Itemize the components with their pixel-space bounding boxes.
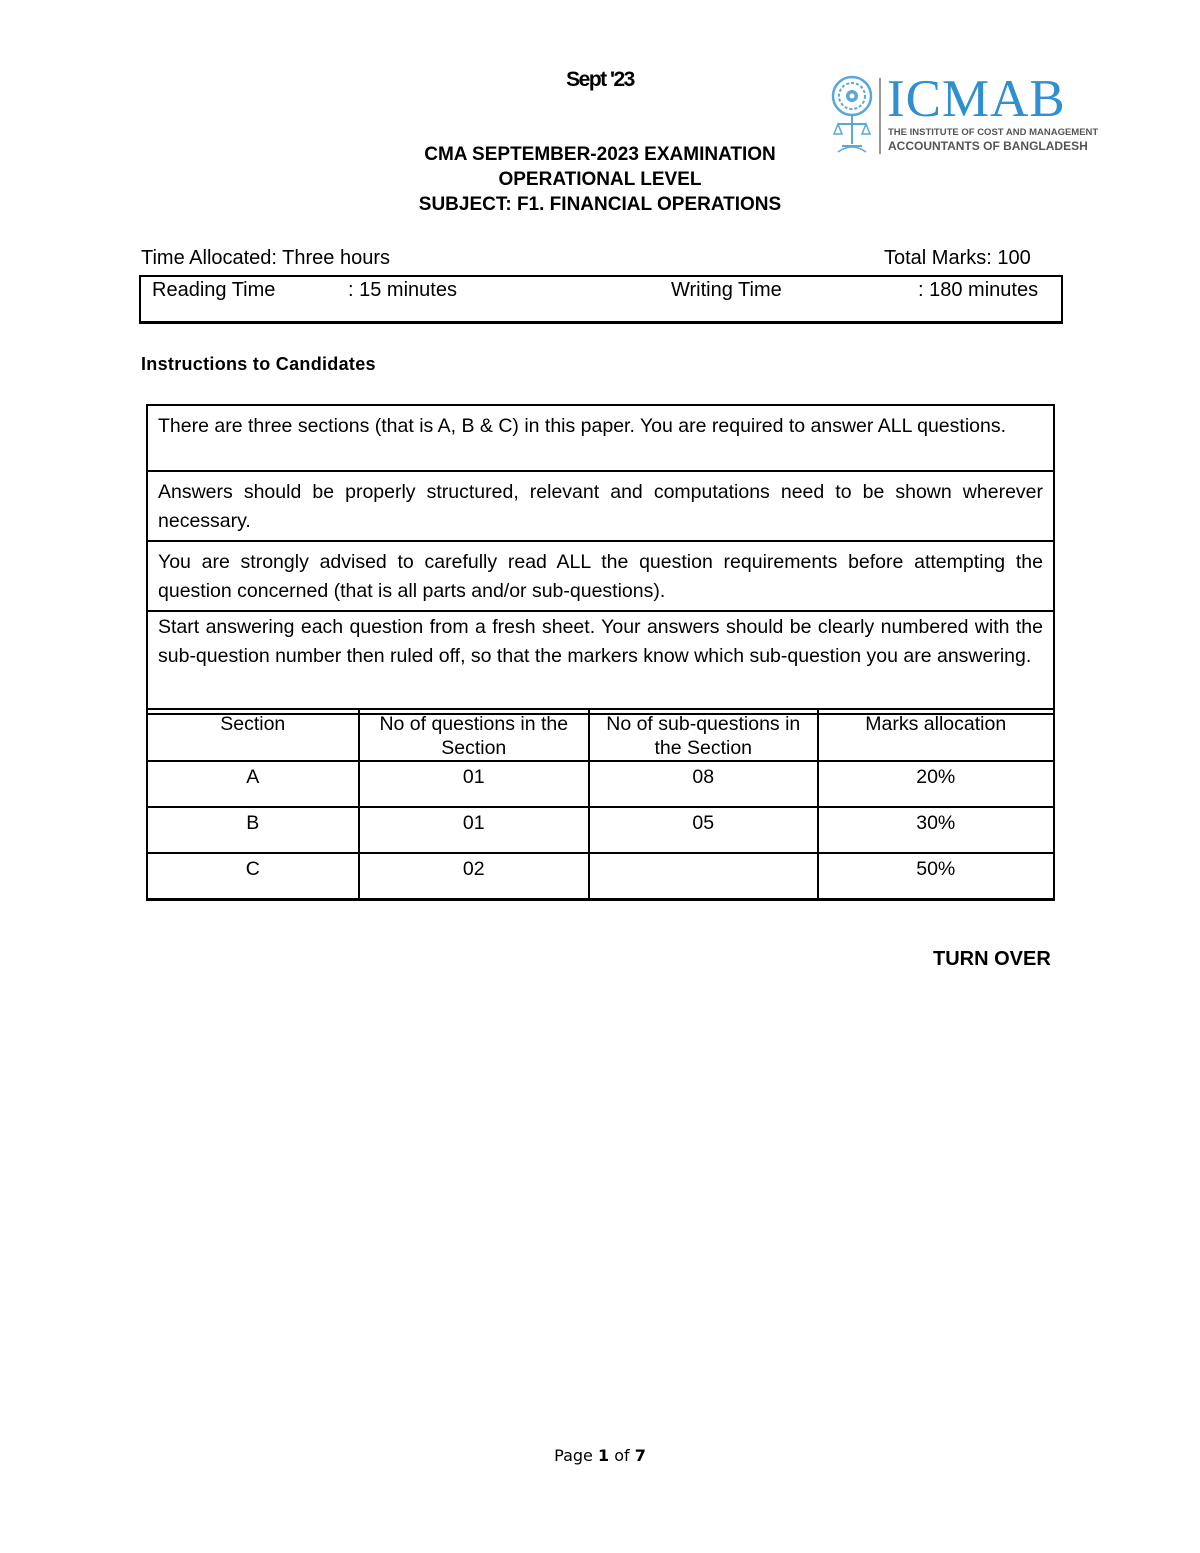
- session-label: Sept '23: [566, 68, 634, 91]
- instructions-table: [146, 404, 1055, 715]
- exam-title-line1: CMA SEPTEMBER-2023 EXAMINATION: [424, 144, 776, 165]
- instruction-item: You are strongly advised to carefully read ALL the question requirements before attempting the question concerned (that is all parts and/or sub-questions).: [147, 541, 1054, 611]
- footer-page-prefix: Page: [554, 1446, 598, 1465]
- cell-marks: 20%: [818, 761, 1055, 807]
- writing-time-label: Writing Time: [671, 279, 782, 301]
- cell-section: A: [147, 761, 359, 807]
- table-row: [147, 853, 1054, 900]
- table-row: [147, 807, 1054, 853]
- cell-section: B: [147, 807, 359, 853]
- exam-title-line3: SUBJECT: F1. FINANCIAL OPERATIONS: [418, 194, 782, 215]
- exam-title-line2: OPERATIONAL LEVEL: [498, 169, 702, 190]
- turn-over-label: TURN OVER: [933, 948, 1051, 970]
- logo-name: ICMAB: [887, 70, 1066, 128]
- instruction-item: Answers should be properly structured, relevant and computations need to be shown wherever necessary.: [147, 471, 1054, 541]
- cell-sub-questions: [589, 853, 818, 900]
- sections-table: [146, 708, 1055, 901]
- instruction-item: Start answering each question from a fresh sheet. Your answers should be clearly numbered with the sub-question number then ruled off, so that the markers know which sub-question you are answering.: [147, 611, 1054, 714]
- cell-questions: 01: [359, 761, 590, 807]
- footer-page-number: 1: [597, 1446, 610, 1465]
- cell-questions: 02: [359, 853, 590, 900]
- writing-time-value: : 180 minutes: [918, 279, 1039, 301]
- col-header-questions: No of questions in the Section: [359, 709, 590, 761]
- time-allocated: Time Allocated: Three hours: [141, 247, 391, 269]
- instruction-item: There are three sections (that is A, B & C) in this paper. You are required to answer ALL questions.: [147, 405, 1054, 471]
- instructions-heading: Instructions to Candidates: [141, 354, 376, 374]
- cell-questions: 01: [359, 807, 590, 853]
- col-header-marks: Marks allocation: [818, 709, 1055, 761]
- cell-marks: 30%: [818, 807, 1055, 853]
- footer-of: of: [609, 1446, 635, 1465]
- footer-page-total: 7: [634, 1446, 646, 1465]
- cell-sub-questions: 05: [589, 807, 818, 853]
- col-header-sub-questions: No of sub-questions in the Section: [589, 709, 818, 761]
- reading-time-value: : 15 minutes: [348, 279, 457, 301]
- sections-header-row: [147, 709, 1054, 761]
- total-marks: Total Marks: 100: [884, 247, 1031, 269]
- cell-section: C: [147, 853, 359, 900]
- reading-writing-time-box: [139, 275, 1063, 324]
- cell-marks: 50%: [818, 853, 1055, 900]
- cell-sub-questions: 08: [589, 761, 818, 807]
- logo-subtitle-line1: THE INSTITUTE OF COST AND MANAGEMENT: [888, 127, 1099, 138]
- logo-subtitle-line2: ACCOUNTANTS OF BANGLADESH: [888, 139, 1088, 153]
- table-row: [147, 761, 1054, 807]
- page-footer: [0, 1446, 1200, 1465]
- col-header-section: Section: [147, 709, 359, 761]
- reading-time-label: Reading Time: [152, 279, 276, 301]
- exam-title: [0, 142, 1200, 217]
